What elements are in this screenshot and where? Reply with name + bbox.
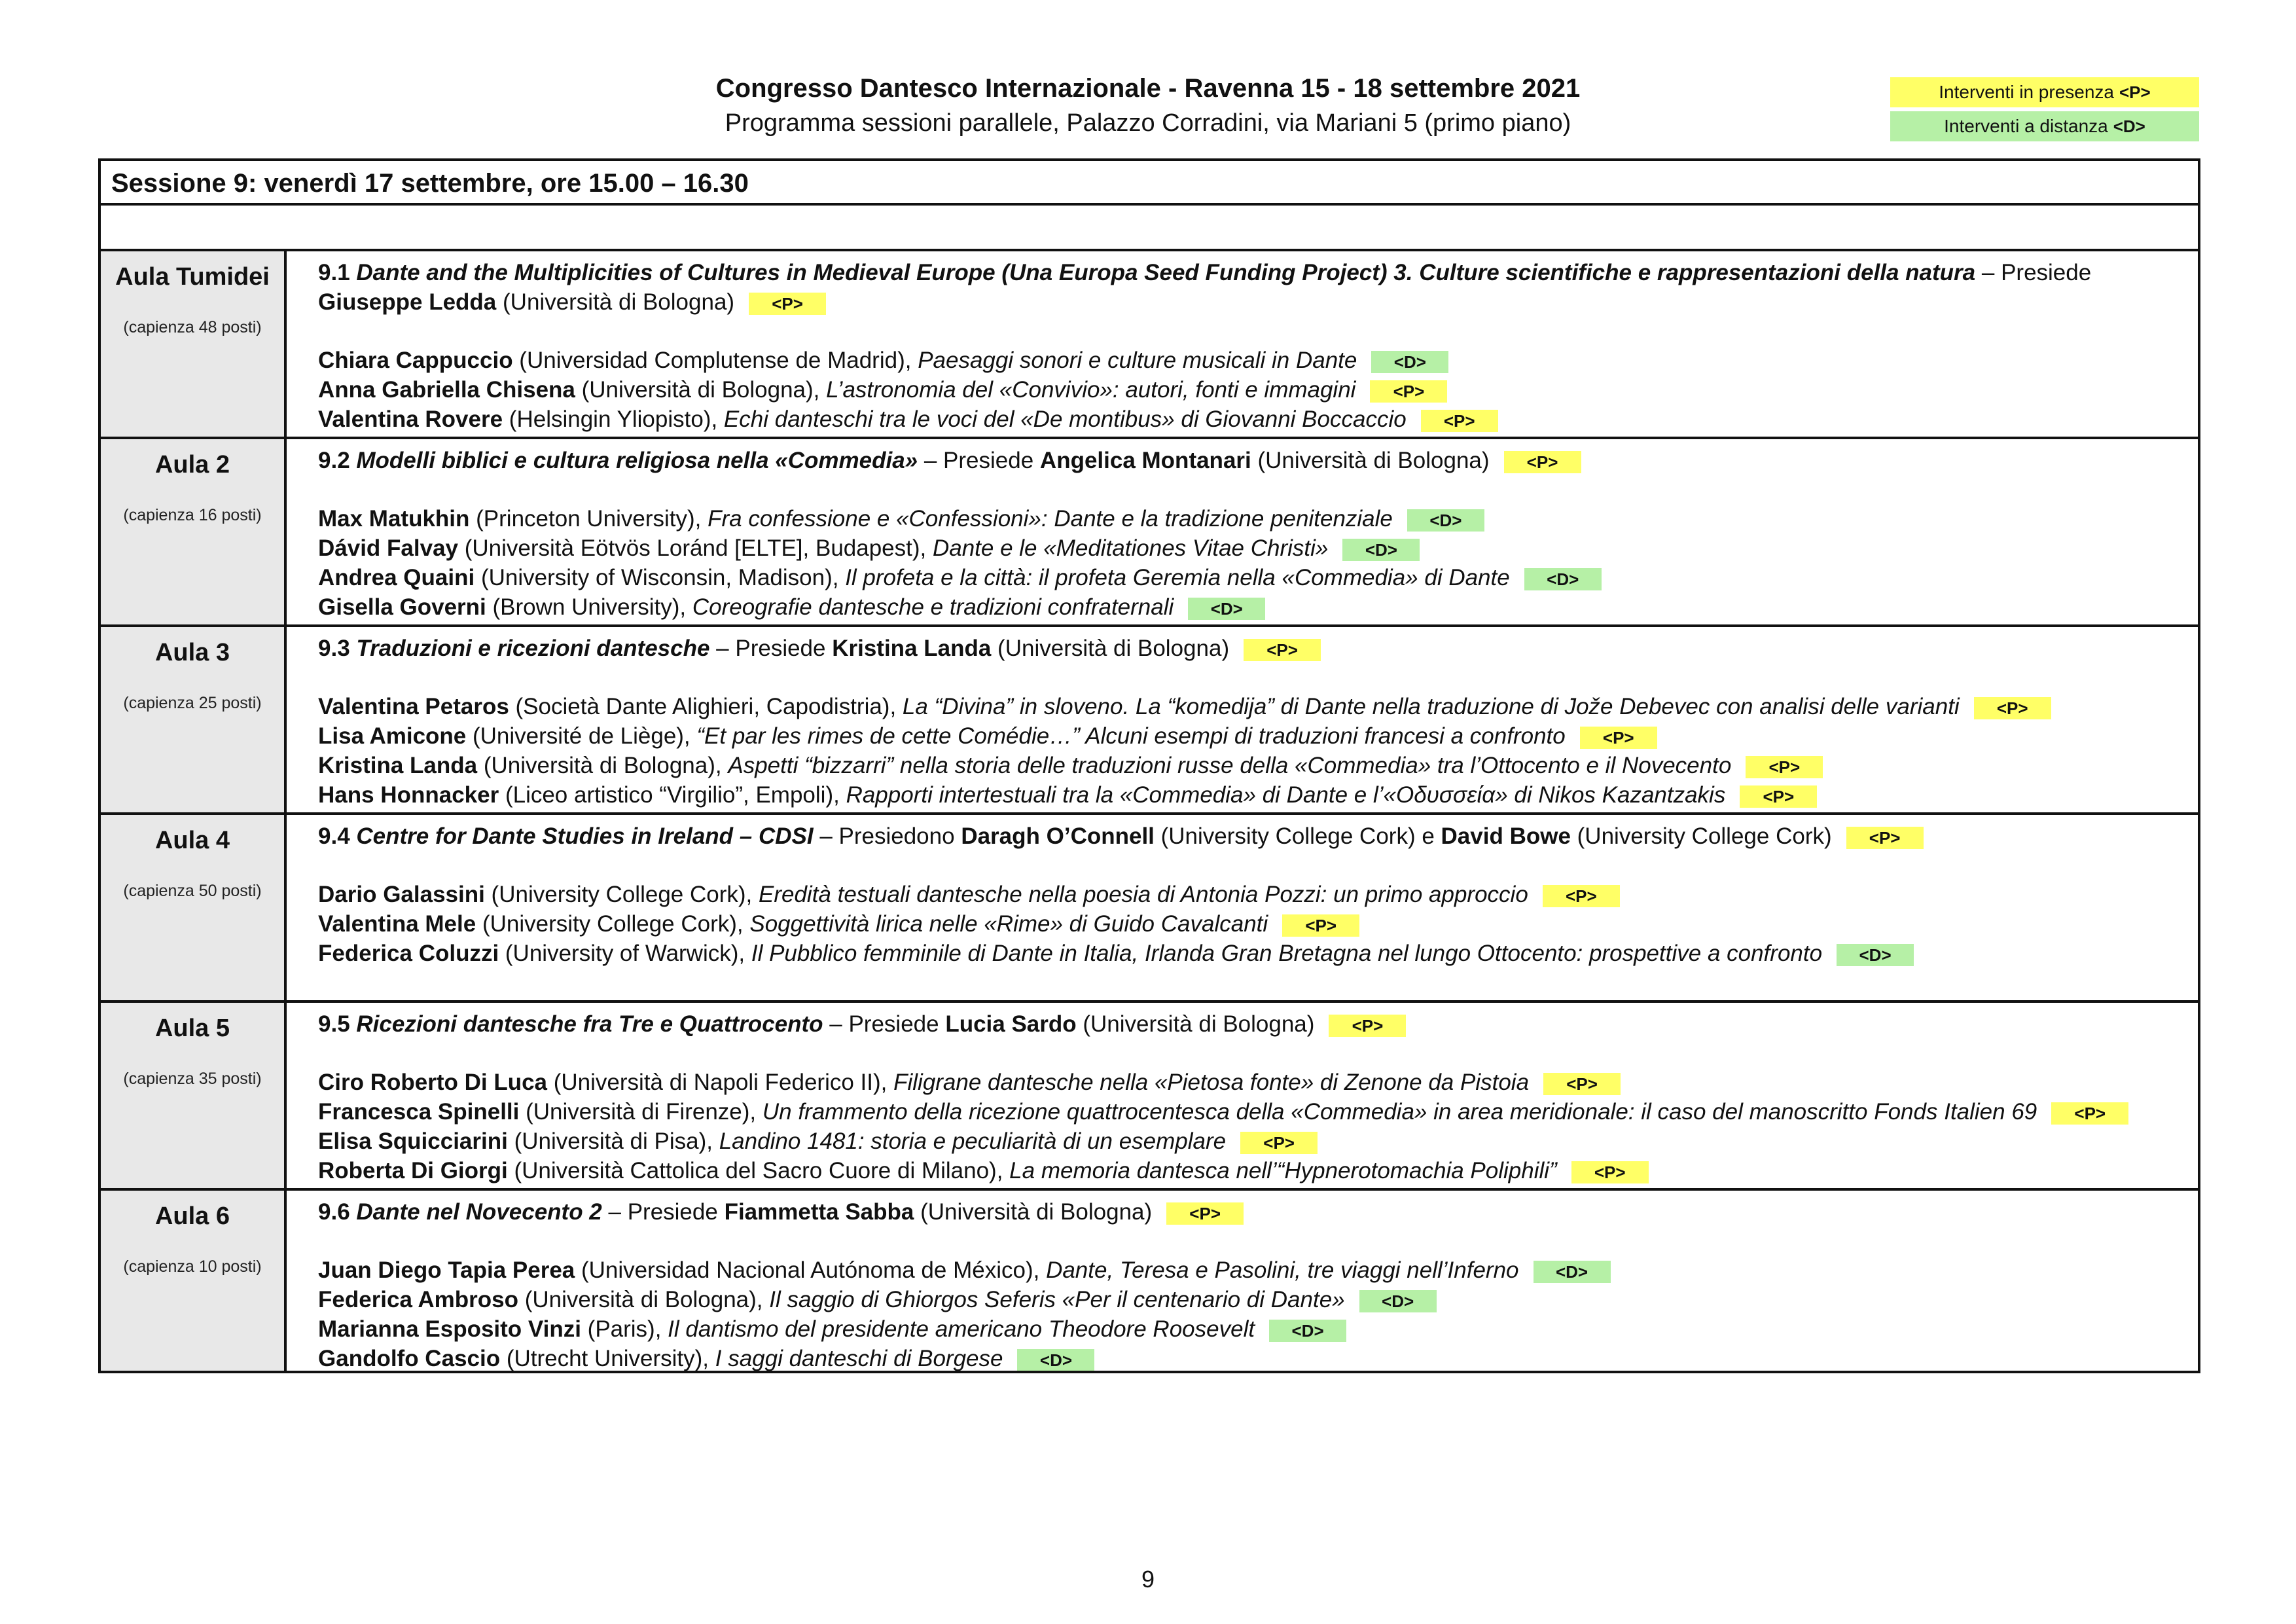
session-title: Sessione 9: venerdì 17 settembre, ore 15.00 – 16.30: [101, 161, 2198, 206]
speaker-name: Kristina Landa: [318, 753, 478, 778]
legend-presence-label: Interventi in presenza: [1939, 82, 2114, 102]
speaker-affiliation: (Università di Bologna),: [518, 1287, 770, 1312]
talk-item: [318, 909, 2185, 939]
presence-tag: <P>: [1571, 1161, 1649, 1183]
session-name: Modelli biblici e cultura religiosa nella «Commedia»: [356, 448, 918, 473]
chair-prefix: – Presiede: [918, 448, 1040, 473]
presence-tag: <P>: [1846, 827, 1924, 849]
room-name: Aula Tumidei: [115, 263, 270, 291]
speaker-affiliation: (Université de Liège),: [466, 723, 697, 749]
remote-tag: <D>: [1371, 351, 1448, 373]
presence-tag: <P>: [1329, 1015, 1406, 1037]
presence-tag: <P>: [1282, 914, 1359, 937]
talk-title: Dante e le «Meditationes Vitae Christi»: [932, 535, 1329, 561]
legend-remote-tag: <D>: [2113, 117, 2145, 136]
talk-title: Il saggio di Ghiorgos Seferis «Per il centenario di Dante»: [769, 1287, 1345, 1312]
blank-row: [101, 206, 2198, 251]
talk-item: [318, 1255, 2185, 1285]
room-row: [101, 1003, 2198, 1191]
session-name: Ricezioni dantesche fra Tre e Quattrocento: [356, 1011, 823, 1037]
chair-name: Angelica Montanari: [1039, 448, 1251, 473]
speaker-affiliation: (Università di Bologna),: [575, 377, 827, 403]
speaker-affiliation: (University of Wisconsin, Madison),: [475, 565, 846, 590]
remote-tag: <D>: [1188, 598, 1265, 620]
spacer: [318, 851, 2185, 880]
document-subtitle: Programma sessioni parallele, Palazzo Corradini, via Mariani 5 (primo piano): [725, 109, 1571, 137]
talk-title: Il Pubblico femminile di Dante in Italia, Irlanda Gran Bretagna nel lungo Ottocento: prospettive a confronto: [751, 941, 1823, 966]
talk-item: [318, 533, 2185, 563]
presence-tag: <P>: [1580, 727, 1657, 749]
chair-prefix: – Presiede: [823, 1011, 946, 1037]
session-number: 9.3: [318, 636, 350, 661]
talk-title: Il profeta e la città: il profeta Geremia nella «Commedia» di Dante: [845, 565, 1510, 590]
speaker-name: Federica Ambroso: [318, 1287, 519, 1312]
speaker-name: Dario Galassini: [318, 882, 485, 907]
room-sessions: [287, 439, 2198, 624]
talk-title: Paesaggi sonori e culture musicali in Dante: [918, 348, 1357, 373]
chair-name: Lucia Sardo: [945, 1011, 1077, 1037]
speaker-affiliation: (Società Dante Alighieri, Capodistria),: [509, 694, 903, 719]
speaker-affiliation: (Liceo artistico “Virgilio”, Empoli),: [499, 782, 846, 808]
chair-affiliation-2: (University College Cork): [1570, 823, 1832, 849]
room-capacity: (capienza 48 posti): [123, 318, 262, 336]
room-sessions: [287, 1003, 2198, 1188]
remote-tag: <D>: [1269, 1320, 1346, 1342]
room-sessions: [287, 627, 2198, 812]
presence-tag: <P>: [1740, 785, 1817, 808]
presence-tag: <P>: [2051, 1102, 2128, 1125]
speaker-name: Elisa Squicciarini: [318, 1128, 508, 1154]
speaker-name: Max Matukhin: [318, 506, 470, 532]
room-capacity: (capienza 35 posti): [123, 1070, 262, 1088]
talk-title: “Et par les rimes de cette Comédie…” Alcuni esempi di traduzioni francesi a confronto: [696, 723, 1566, 749]
chair-affiliation: (University College Cork) e: [1154, 823, 1441, 849]
presence-tag: <P>: [749, 293, 826, 315]
speaker-name: Roberta Di Giorgi: [318, 1158, 508, 1183]
talk-title: Echi danteschi tra le voci del «De montibus» di Giovanni Boccaccio: [723, 406, 1407, 432]
legend-remote: [1890, 111, 2199, 141]
page-number: 9: [1141, 1566, 1155, 1593]
room-cell: [101, 1003, 287, 1188]
remote-tag: <D>: [1524, 568, 1602, 590]
speaker-affiliation: (University of Warwick),: [499, 941, 751, 966]
talk-title: Landino 1481: storia e peculiarità di un esemplare: [719, 1128, 1227, 1154]
session-header: [318, 446, 2185, 475]
chair-name: Giuseppe Ledda: [318, 289, 497, 315]
presence-tag: <P>: [1421, 410, 1498, 432]
talk-item: [318, 939, 2185, 968]
room-cell: [101, 1191, 287, 1371]
talk-title: Un frammento della ricezione quattrocentesca della «Commedia» in area meridionale: il caso del manoscritto Fonds Italien 69: [762, 1099, 2037, 1125]
chair-name: Daragh O’Connell: [961, 823, 1155, 849]
talk-item: [318, 375, 2185, 405]
room-name: Aula 2: [154, 451, 230, 478]
speaker-name: Andrea Quaini: [318, 565, 475, 590]
talk-item: [318, 1314, 2185, 1344]
legend: [1890, 77, 2199, 145]
talk-item: [318, 1156, 2185, 1185]
speaker-name: Chiara Cappuccio: [318, 348, 513, 373]
presence-tag: <P>: [1504, 451, 1581, 473]
room-sessions: [287, 815, 2198, 1000]
chair-prefix: – Presiede: [709, 636, 833, 661]
talk-item: [318, 751, 2185, 780]
chair-prefix: – Presiede: [601, 1199, 725, 1225]
spacer: [318, 1039, 2185, 1068]
remote-tag: <D>: [1359, 1290, 1437, 1312]
talk-item: [318, 1097, 2185, 1127]
room-sessions: [287, 1191, 2198, 1371]
room-cell: [101, 627, 287, 812]
session-header: [318, 821, 2185, 851]
room-name: Aula 4: [154, 827, 230, 854]
room-capacity: (capienza 16 posti): [123, 506, 262, 524]
room-capacity: (capienza 50 posti): [123, 882, 262, 900]
room-row: [101, 815, 2198, 1003]
speaker-affiliation: (Università Eötvös Loránd [ELTE], Budapest),: [458, 535, 933, 561]
presence-tag: <P>: [1244, 639, 1321, 661]
talk-item: [318, 405, 2185, 434]
talk-item: [318, 1068, 2185, 1097]
session-name: Centre for Dante Studies in Ireland – CDSI: [356, 823, 814, 849]
chair-prefix: – Presiede: [1975, 260, 2092, 285]
presence-tag: <P>: [1240, 1132, 1318, 1154]
room-row: [101, 627, 2198, 815]
session-number: 9.2: [318, 448, 350, 473]
session-number: 9.5: [318, 1011, 350, 1037]
session-name: Dante nel Novecento 2: [356, 1199, 602, 1225]
speaker-name: Anna Gabriella Chisena: [318, 377, 575, 403]
speaker-name: Hans Honnacker: [318, 782, 499, 808]
room-capacity: (capienza 10 posti): [123, 1257, 262, 1276]
remote-tag: <D>: [1534, 1261, 1611, 1283]
talk-item: [318, 692, 2185, 721]
room-cell: [101, 815, 287, 1000]
talk-title: Fra confessione e «Confessioni»: Dante e la tradizione penitenziale: [708, 506, 1393, 532]
chair-affiliation: (Università di Bologna): [503, 289, 735, 315]
room-capacity: (capienza 25 posti): [123, 694, 262, 712]
speaker-name: Marianna Esposito Vinzi: [318, 1316, 581, 1342]
talk-title: Dante, Teresa e Pasolini, tre viaggi nell’Inferno: [1046, 1257, 1519, 1283]
talk-title: Filigrane dantesche nella «Pietosa fonte» di Zenone da Pistoia: [893, 1070, 1530, 1095]
talk-title: Soggettività lirica nelle «Rime» di Guido Cavalcanti: [749, 911, 1268, 937]
room-sessions: [287, 251, 2198, 437]
chair-affiliation: (Università di Bologna): [1251, 448, 1490, 473]
talk-item: [318, 1344, 2185, 1371]
session-number: 9.4: [318, 823, 350, 849]
room-cell: [101, 251, 287, 437]
remote-tag: <D>: [1017, 1349, 1094, 1371]
talk-title: Aspetti “bizzarri” nella storia delle traduzioni russe della «Commedia» tra l’Ottocento e il Novecento: [728, 753, 1732, 778]
room-name: Aula 5: [154, 1015, 230, 1042]
speaker-affiliation: (Brown University),: [486, 594, 692, 620]
room-row: [101, 1191, 2198, 1371]
document-title: Congresso Dantesco Internazionale - Ravenna 15 - 18 settembre 2021: [715, 74, 1581, 103]
spacer: [318, 663, 2185, 692]
chair-affiliation: (Università di Bologna): [991, 636, 1230, 661]
talk-item: [318, 1285, 2185, 1314]
session-name: Dante and the Multiplicities of Cultures in Medieval Europe (Una Europa Seed Funding Project) 3. Culture scientifiche e rappresentazioni della natura: [356, 260, 1976, 285]
talk-item: [318, 504, 2185, 533]
speaker-affiliation: (Helsingin Yliopisto),: [503, 406, 724, 432]
remote-tag: <D>: [1837, 944, 1914, 966]
chair-name: Fiammetta Sabba: [724, 1199, 914, 1225]
speaker-name: Francesca Spinelli: [318, 1099, 520, 1125]
talk-item: [318, 780, 2185, 810]
chair-affiliation: (Università di Bologna): [1076, 1011, 1315, 1037]
schedule-table: [98, 158, 2200, 1373]
talk-title: La “Divina” in sloveno. La “komedija” di Dante nella traduzione di Jože Debevec con analisi delle varianti: [902, 694, 1960, 719]
room-name: Aula 3: [154, 639, 230, 666]
session-number: 9.1: [318, 260, 350, 285]
talk-item: [318, 346, 2185, 375]
speaker-name: Valentina Rovere: [318, 406, 503, 432]
session-number: 9.6: [318, 1199, 350, 1225]
speaker-name: Dávid Falvay: [318, 535, 458, 561]
presence-tag: <P>: [1746, 756, 1823, 778]
session-header: [318, 1197, 2185, 1227]
talk-item: [318, 880, 2185, 909]
talk-title: L’astronomia del «Convivio»: autori, fonti e immagini: [826, 377, 1356, 403]
speaker-name: Gisella Governi: [318, 594, 486, 620]
talk-title: I saggi danteschi di Borgese: [715, 1346, 1003, 1371]
talk-title: Eredità testuali dantesche nella poesia di Antonia Pozzi: un primo approccio: [758, 882, 1528, 907]
session-header: [318, 634, 2185, 663]
rooms-container: [101, 251, 2198, 1371]
talk-title: La memoria dantesca nell’“Hypnerotomachia Poliphili”: [1009, 1158, 1557, 1183]
session-name: Traduzioni e ricezioni dantesche: [356, 636, 710, 661]
chair-affiliation: (Università di Bologna): [914, 1199, 1153, 1225]
speaker-affiliation: (Utrecht University),: [500, 1346, 715, 1371]
speaker-affiliation: (Università Cattolica del Sacro Cuore di Milano),: [507, 1158, 1010, 1183]
speaker-name: Valentina Mele: [318, 911, 476, 937]
speaker-name: Juan Diego Tapia Perea: [318, 1257, 575, 1283]
room-row: [101, 439, 2198, 627]
speaker-name: Valentina Petaros: [318, 694, 509, 719]
talk-item: [318, 721, 2185, 751]
presence-tag: <P>: [1370, 380, 1447, 403]
spacer: [318, 1227, 2185, 1255]
legend-remote-label: Interventi a distanza: [1944, 116, 2108, 136]
chair-prefix: – Presiedono: [813, 823, 961, 849]
room-name: Aula 6: [154, 1202, 230, 1230]
session-header: [318, 258, 2185, 317]
talk-title: Rapporti intertestuali tra la «Commedia» di Dante e l’«Οδυσσεία» di Nikos Kazantzakis: [846, 782, 1726, 808]
spacer: [318, 475, 2185, 504]
speaker-affiliation: (University College Cork),: [476, 911, 750, 937]
chair-name: Kristina Landa: [832, 636, 992, 661]
talk-item: [318, 563, 2185, 592]
speaker-affiliation: (Paris),: [581, 1316, 668, 1342]
spacer: [318, 317, 2185, 346]
talk-item: [318, 592, 2185, 622]
presence-tag: <P>: [1974, 697, 2051, 719]
talk-title: Il dantismo del presidente americano Theodore Roosevelt: [668, 1316, 1255, 1342]
speaker-name: Federica Coluzzi: [318, 941, 499, 966]
speaker-affiliation: (Universidad Nacional Autónoma de México),: [575, 1257, 1047, 1283]
speaker-affiliation: (Università di Bologna),: [477, 753, 728, 778]
remote-tag: <D>: [1407, 509, 1484, 532]
presence-tag: <P>: [1543, 1073, 1621, 1095]
speaker-name: Lisa Amicone: [318, 723, 467, 749]
speaker-affiliation: (Università di Firenze),: [519, 1099, 762, 1125]
presence-tag: <P>: [1543, 885, 1620, 907]
speaker-affiliation: (Università di Pisa),: [507, 1128, 719, 1154]
chair-name-2: David Bowe: [1441, 823, 1571, 849]
speaker-affiliation: (Universidad Complutense de Madrid),: [512, 348, 918, 373]
talk-title: Coreografie dantesche e tradizioni confraternali: [692, 594, 1174, 620]
speaker-affiliation: (Università di Napoli Federico II),: [547, 1070, 894, 1095]
room-row: [101, 251, 2198, 439]
talk-item: [318, 1127, 2185, 1156]
speaker-affiliation: (Princeton University),: [469, 506, 708, 532]
session-header: [318, 1009, 2185, 1039]
speaker-name: Ciro Roberto Di Luca: [318, 1070, 548, 1095]
remote-tag: <D>: [1342, 539, 1420, 561]
legend-presence-tag: <P>: [2119, 82, 2151, 102]
room-cell: [101, 439, 287, 624]
legend-presence: [1890, 77, 2199, 107]
presence-tag: <P>: [1166, 1202, 1244, 1225]
speaker-affiliation: (University College Cork),: [484, 882, 759, 907]
speaker-name: Gandolfo Cascio: [318, 1346, 501, 1371]
